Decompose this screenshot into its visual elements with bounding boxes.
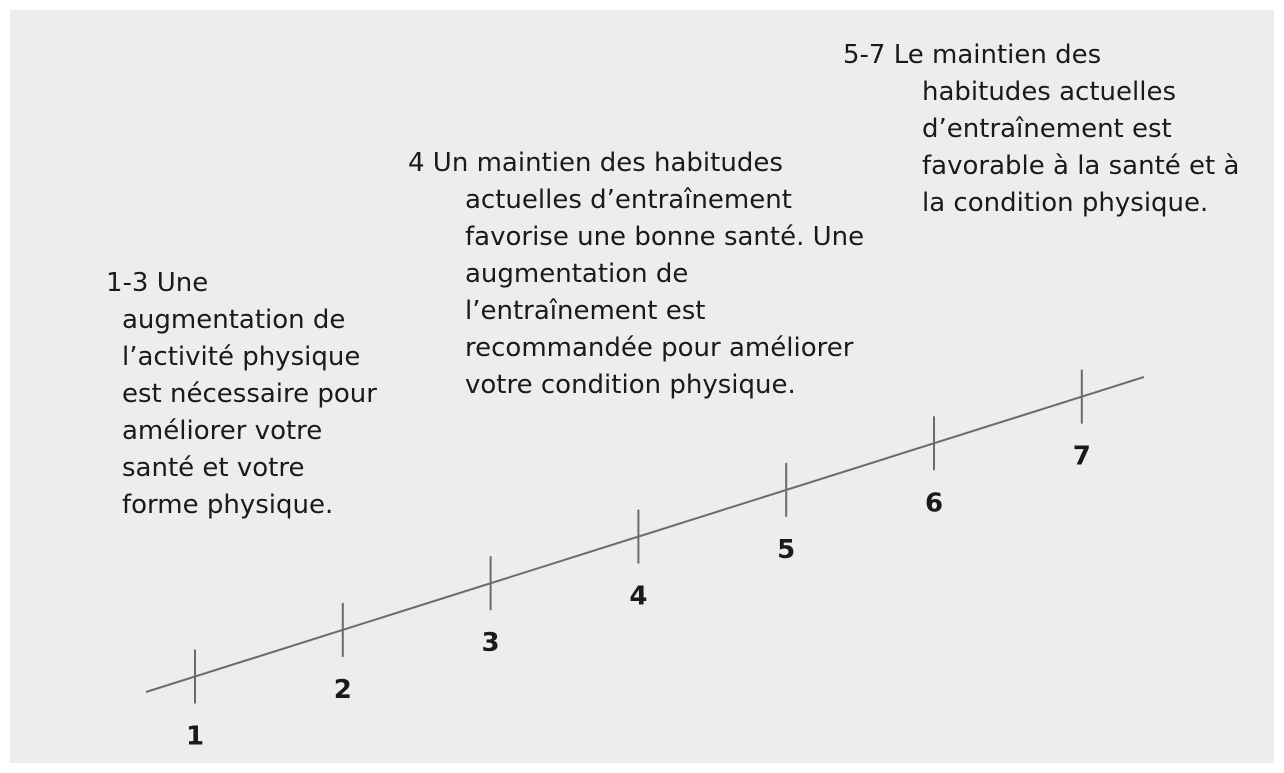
scale-tick-label-1: 1 xyxy=(185,721,205,752)
annotation-range-4 xyxy=(408,145,865,404)
annotation-range-label: 1-3 xyxy=(106,268,149,298)
scale-tick-label-4: 4 xyxy=(629,581,648,612)
scale-tick-label-7: 7 xyxy=(1072,441,1091,472)
scale-tick-label-6: 6 xyxy=(924,488,944,519)
annotation-range-label: 5-7 xyxy=(843,40,886,70)
annotation-range-label: 4 xyxy=(408,148,425,178)
annotation-first-line: 5-7 Le maintien des xyxy=(843,40,1102,70)
annotation-body: actuelles d’entraînement favorise une bonne santé. Une augmentation de l’entraînement est recommandée pour améliorer votre condition physique. xyxy=(465,185,865,400)
scale-tick-label-3: 3 xyxy=(481,628,500,659)
annotation-first-line: 1-3 Une xyxy=(106,268,209,298)
scale-tick-label-5: 5 xyxy=(777,534,796,565)
annotation-first-line: 4 Un maintien des habitudes xyxy=(408,148,783,178)
scale-tick-label-2: 2 xyxy=(333,674,352,705)
annotation-range-1-3 xyxy=(106,265,382,524)
annotation-body: augmentation de l’activité physique est nécessaire pour améliorer votre santé et votre forme physique. xyxy=(122,305,377,520)
annotation-range-5-7 xyxy=(843,37,1262,222)
annotation-body: habitudes actuelles d’entraînement est favorable à la santé et à la condition physique. xyxy=(922,77,1240,218)
